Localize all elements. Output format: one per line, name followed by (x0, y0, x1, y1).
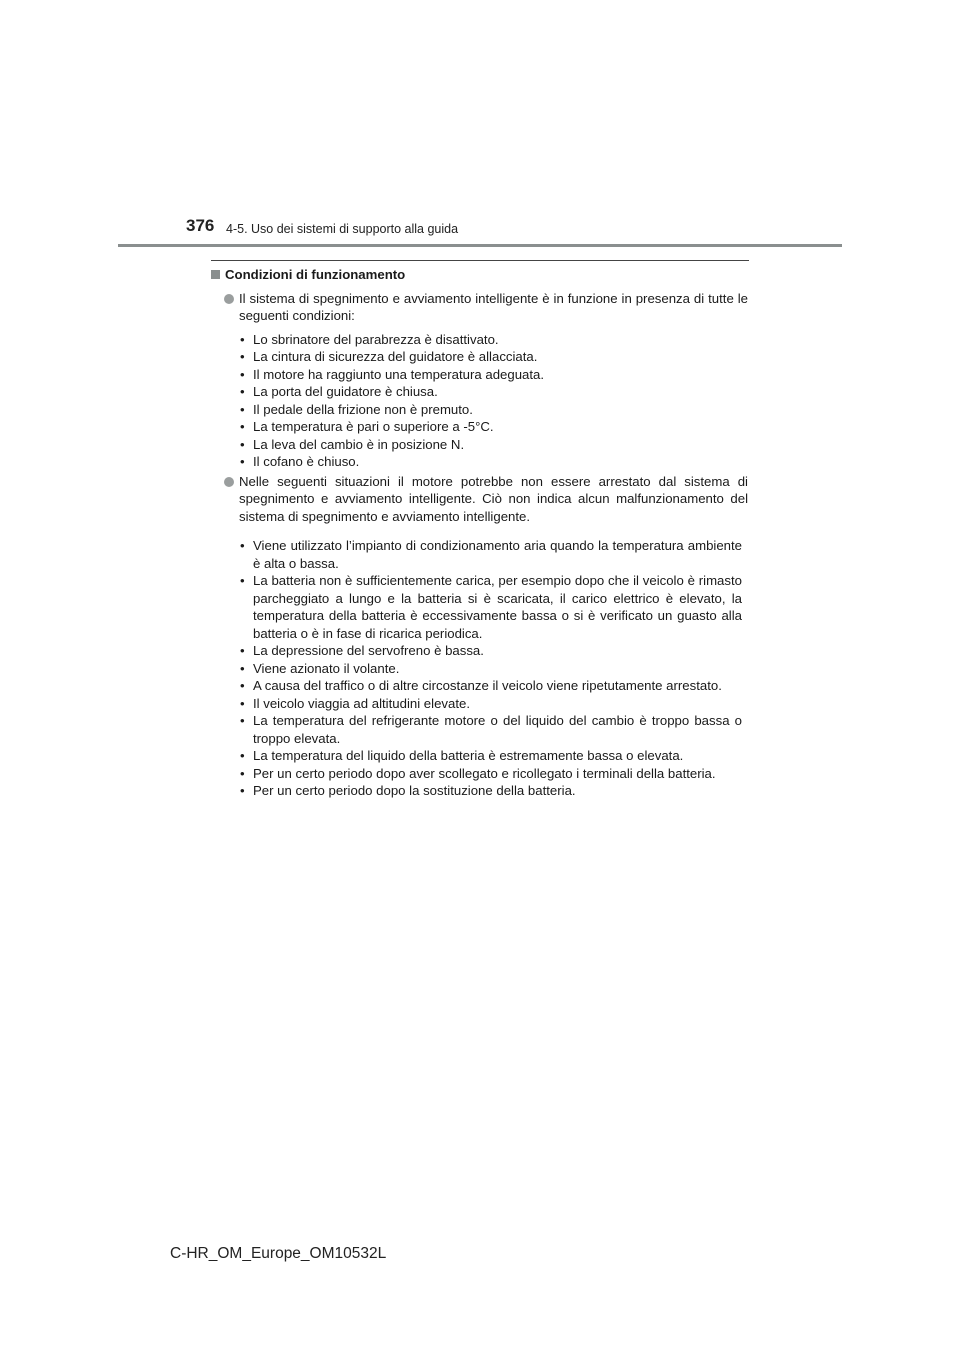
exceptions-list (211, 537, 748, 800)
page-number: 376 (186, 216, 215, 235)
list-item: • Il motore ha raggiunto una temperatura adeguata. (239, 366, 748, 384)
conditions-heading (211, 266, 748, 284)
content-divider (211, 260, 749, 261)
list-item: • La batteria non è sufficientemente carica, per esempio dopo che il veicolo è rimasto parcheggiato a lungo e la batteria si è scaricata, il carico elettrico è elevato, la temperatura della batteria è eccessivamente bassa o si è verificato un guasto alla batteria o è in fase di ricarica periodica. (239, 572, 742, 642)
list-item: • Il cofano è chiuso. (239, 453, 748, 471)
list-item: • La cintura di sicurezza del guidatore è allacciata. (239, 348, 748, 366)
list-item: • Lo sbrinatore del parabrezza è disattivato. (239, 331, 748, 349)
paragraph-conditions (211, 290, 748, 325)
conditions-heading-text: Condizioni di funzionamento (225, 267, 406, 282)
paragraph-conditions-text: Il sistema di spegnimento e avviamento intelligente è in funzione in presenza di tutte le seguenti condizioni: (239, 290, 748, 323)
square-bullet-icon (211, 270, 220, 279)
paragraph-exceptions (211, 473, 748, 526)
list-item: • Il veicolo viaggia ad altitudini elevate. (239, 695, 742, 713)
list-item: • La porta del guidatore è chiusa. (239, 383, 748, 401)
list-item: • Per un certo periodo dopo la sostituzione della batteria. (239, 782, 742, 800)
header-divider (118, 244, 842, 247)
content-body (211, 266, 748, 800)
conditions-list (211, 331, 748, 471)
footer-doc-id: C-HR_OM_Europe_OM10532L (170, 1245, 387, 1262)
list-item: • La leva del cambio è in posizione N. (239, 436, 748, 454)
list-item: • Per un certo periodo dopo aver scollegato e ricollegato i terminali della batteria. (239, 765, 742, 783)
section-title: 4-5. Uso dei sistemi di supporto alla guida (226, 222, 459, 236)
list-item: • Il pedale della frizione non è premuto. (239, 401, 748, 419)
list-item: • La temperatura del liquido della batteria è estremamente bassa o elevata. (239, 747, 742, 765)
list-item: • La depressione del servofreno è bassa. (239, 642, 742, 660)
list-item: • La temperatura del refrigerante motore o del liquido del cambio è troppo bassa o troppo elevata. (239, 712, 742, 747)
list-item: • Viene utilizzato l’impianto di condizionamento aria quando la temperatura ambiente è alta o bassa. (239, 537, 742, 572)
circle-bullet-icon (224, 477, 234, 487)
list-item: • La temperatura è pari o superiore a -5°C. (239, 418, 748, 436)
list-item: • A causa del traffico o di altre circostanze il veicolo viene ripetutamente arrestato. (239, 677, 742, 695)
circle-bullet-icon (224, 294, 234, 304)
list-item: • Viene azionato il volante. (239, 660, 742, 678)
paragraph-exceptions-text: Nelle seguenti situazioni il motore potrebbe non essere arrestato dal sistema di spegnimento e avviamento intelligente. Ciò non indica alcun malfunzionamento del sistema di spegnimento e avviamento intelligente. (239, 473, 748, 524)
